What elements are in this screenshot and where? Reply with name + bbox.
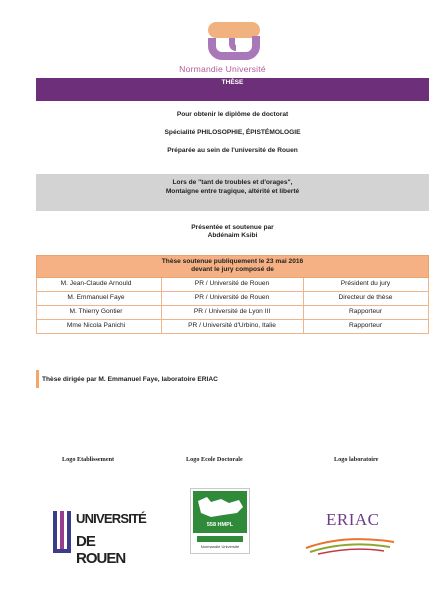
thesis-title-line1: Lors de "tant de troubles et d'orages", — [172, 179, 293, 186]
label-laboratoire: Logo laboratoire — [334, 456, 379, 463]
jury-role: Rapporteur — [349, 322, 382, 329]
ecole-doctorale-logo — [190, 488, 250, 554]
jury-role: Directeur de thèse — [338, 294, 393, 301]
direction-text: Thèse dirigée par M. Emmanuel Faye, laboratoire ERIAC — [42, 376, 218, 383]
jury-affiliation: PR / Université d'Urbino, Italie — [188, 322, 276, 329]
jury-role: Rapporteur — [349, 308, 382, 315]
logo-wordmark: Normandie Université — [179, 64, 266, 74]
ed-footer: Normandie Université — [200, 544, 240, 549]
thesis-title-line2: Montaigne entre tragique, altérité et liberté — [165, 188, 300, 195]
jury-name: M. Thierry Gontier — [69, 308, 123, 315]
jury-row — [36, 278, 429, 292]
jury-row — [36, 292, 429, 306]
jury-role: Président du jury — [340, 280, 391, 287]
normandie-universite-logo — [0, 14, 445, 78]
eriac-wordmark: ERIAC — [326, 510, 380, 529]
jury-intro: devant le jury composé de — [191, 266, 274, 273]
ed-number: 558 HMPL — [206, 522, 234, 528]
jury-name: M. Emmanuel Faye — [67, 294, 125, 301]
jury-affiliation: PR / Université de Rouen — [194, 280, 270, 287]
jury-name: Mme Nicola Panichi — [66, 322, 126, 329]
author-name: Abdénaim Ksibi — [207, 232, 258, 239]
label-etablissement: Logo Etablissement — [62, 456, 115, 463]
label-ecole-doctorale: Logo Ecole Doctorale — [186, 456, 243, 463]
jury-affiliation: PR / Université de Lyon III — [193, 308, 271, 315]
rouen-line2: DE ROUEN — [76, 533, 126, 567]
speciality: Spécialité PHILOSOPHIE, ÉPISTÉMOLOGIE — [164, 129, 301, 136]
jury-row — [36, 320, 429, 334]
ed-green-stripe — [197, 536, 243, 542]
ed-map-block — [193, 491, 247, 533]
doctorate-purpose: Pour obtenir le diplôme de doctorat — [176, 111, 289, 118]
jury-row — [36, 306, 429, 320]
prepared-at: Préparée au sein de l'université de Rouen — [167, 147, 298, 154]
universite-rouen-logo — [50, 505, 147, 567]
thesis-direction — [36, 370, 336, 388]
thesis-title-box — [36, 174, 429, 211]
these-title: THÈSE — [221, 79, 244, 86]
jury-affiliation: PR / Université de Rouen — [194, 294, 270, 301]
eriac-logo — [304, 508, 399, 558]
defense-date: Thèse soutenue publiquement le 23 mai 2016 — [161, 258, 304, 265]
these-title-band — [36, 78, 429, 101]
jury-name: M. Jean-Claude Arnould — [60, 280, 132, 287]
rouen-line1: UNIVERSITÉ — [76, 511, 147, 526]
jury-header — [36, 255, 429, 278]
presented-by: Présentée et soutenue par — [191, 224, 274, 231]
